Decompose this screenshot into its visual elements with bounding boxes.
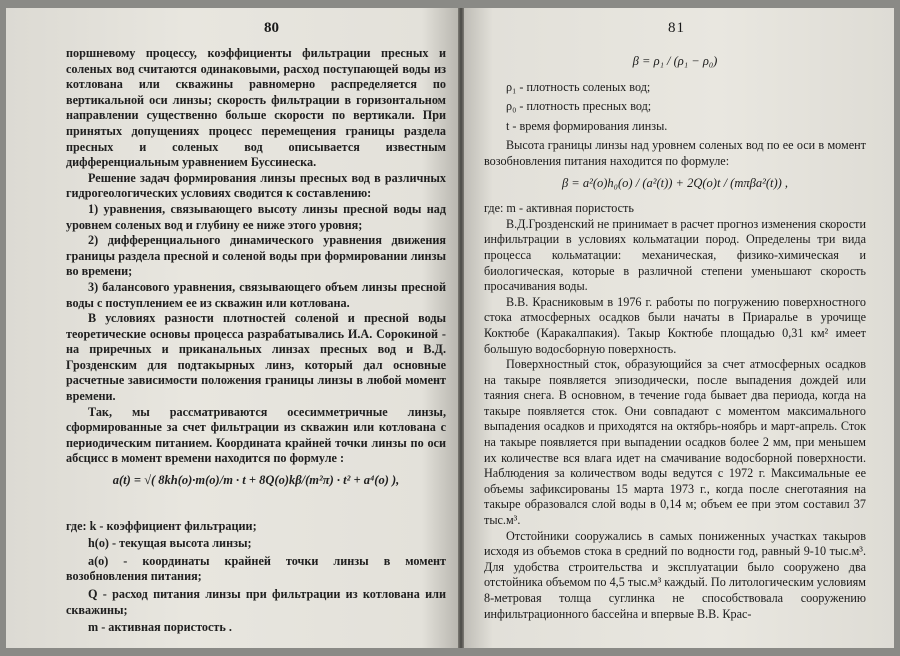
list-item: 2) дифференциального динамического уравнения движения границы раздела пресной и соленой воды при формировании линзы во времени; (66, 233, 446, 279)
right-page (458, 8, 894, 648)
left-page (6, 8, 458, 648)
page-number-left: 80 (264, 20, 279, 36)
definitions (66, 519, 446, 636)
list-item: 1) уравнения, связывающего высоту линзы пресной воды над уровнем соленых вод и глубину ее ниже этого уровня; (66, 201, 446, 232)
paragraph: Отстойники сооружались в самых пониженных участках такыров исходя из объемов стока в средний по водности год, равный 9-10 тыс.м³. Для удобства строительства и эксплуатации было сооружено два отстойника объемом по 4,5 тыс.м³ каждый. По литологическим условиям 8-метровая толща суглинка не способствовала сооружению инфильтрационного бассейна и впервые В.В. Крас- (484, 528, 866, 621)
definition-item: m - активная пористость . (88, 620, 232, 635)
where-label: где: k - коэффициент фильтрации; (66, 518, 257, 533)
page-number-right: 81 (668, 20, 685, 36)
paragraph: Высота границы линзы над уровнем соленых вод по ее оси в момент возобновления питания находится по формуле: (484, 138, 866, 168)
paragraph: Так, мы рассматриваются осесимметричные линзы, сформированные за счет фильтрации из скважин или котлована с периодическим питанием. Координата крайней точки линзы по оси абсцисс в момент времени находится по формуле : (66, 404, 446, 466)
paragraph: В.В. Красниковым в 1976 г. работы по погружению поверхностного стока атмосферных осадков были начаты в Приаралье в урочище Коктюбе (Каракалпакия). Такыр Коктюбе площадью 0,31 км² имеет большую водосборную поверхность. (484, 294, 866, 356)
where-line: где: m - активная пористость (484, 201, 634, 216)
paragraph: Решение задач формирования линзы пресных вод в различных гидрогеологических условиях сводится к составлению: (66, 170, 446, 201)
definitions-top (484, 80, 866, 135)
paragraph: поршневому процессу, коэффициенты фильтрации пресных и соленых вод считаются одинаковыми, расход поступающей воды из котлована или скважины равномерно распределяется по вертикальной оси линзы; скорость фильтрации в горизонтальном направлении существенно больше скорости по вертикали. При принятых допущениях процесс перемещения границы раздела пресных и соленых вод описывается известным дифференциальным уравнением Буссинеска. (66, 46, 446, 170)
formula-beta: β = ρ₁ / (ρ₁ − ρ₀) (632, 54, 718, 68)
definition-item: ρ₁ - плотность соленых вод; (506, 79, 651, 94)
definition-item: Q - расход питания линзы при фильтрации из котлована или скважины; (66, 587, 446, 617)
formula-main: β = a²(o)h₀(o) / (a²(t)) + 2Q(o)t / (mπβa²(t)) , (561, 175, 789, 190)
paragraph: В.Д.Грозденский не принимает в расчет прогноз изменения скорости инфильтрации в условиях кольматации пород. Определены три вида процесса кольматации: механическая, физико-химическая и биологическая, которые в различной степени уменьшают скорость просачивания воды. (484, 216, 866, 294)
definition-item: h(o) - текущая высота линзы; (88, 536, 252, 551)
definition-item: a(o) - координаты крайней точки линзы в момент возобновления питания; (66, 553, 446, 584)
list-item: 3) балансового уравнения, связывающего объем линзы пресной воды с поступлением ее из скважин или котлована. (66, 279, 446, 310)
paragraph: В условиях разности плотностей соленой и пресной воды теоретические основы процесса разрабатывались И.А. Сорокиной - на приречных и приканальных линзах пресных вод и В.Д. Грозденским для подтакырных линз, который дал основные расчетные зависимости положения границы линзы в любой момент времени. (66, 311, 446, 404)
left-page-text (66, 46, 446, 636)
paragraph: Поверхностный сток, образующийся за счет атмосферных осадков на такыре появляется эпизодически, после выпадения дождей или таяния снега. В основном, в течение года бывает два периода, когда на такыре появляется сток. Они совпадают с моментом максимального выпадения осадков и приходятся на октябрь-ноябрь и март-апрель. Сток на такыре появляется при выпадении осадков более 2 мм, при меньшем их количестве вся влага идет на смачивание водосборной поверхности. Наблюдения за количеством воды ведутся с 1972 г. Максимальные ее объемы зафиксированы 15 марта 1973 г., когда после снеготаяния на такыре образовался слой воды в 0,14 м; объем ее при этом составил 37 тыс.м³. (484, 357, 866, 528)
definition-item: ρ₀ - плотность пресных вод; (506, 99, 652, 114)
book-spine (458, 8, 464, 648)
definition-item: t - время формирования линзы. (506, 118, 668, 133)
formula: a(t) = √( 8kh(o)·m(o)/m · t + 8Q(o)kβ/(m²π) · t² + a⁴(o) ), (112, 473, 400, 488)
right-page-text (484, 54, 866, 622)
